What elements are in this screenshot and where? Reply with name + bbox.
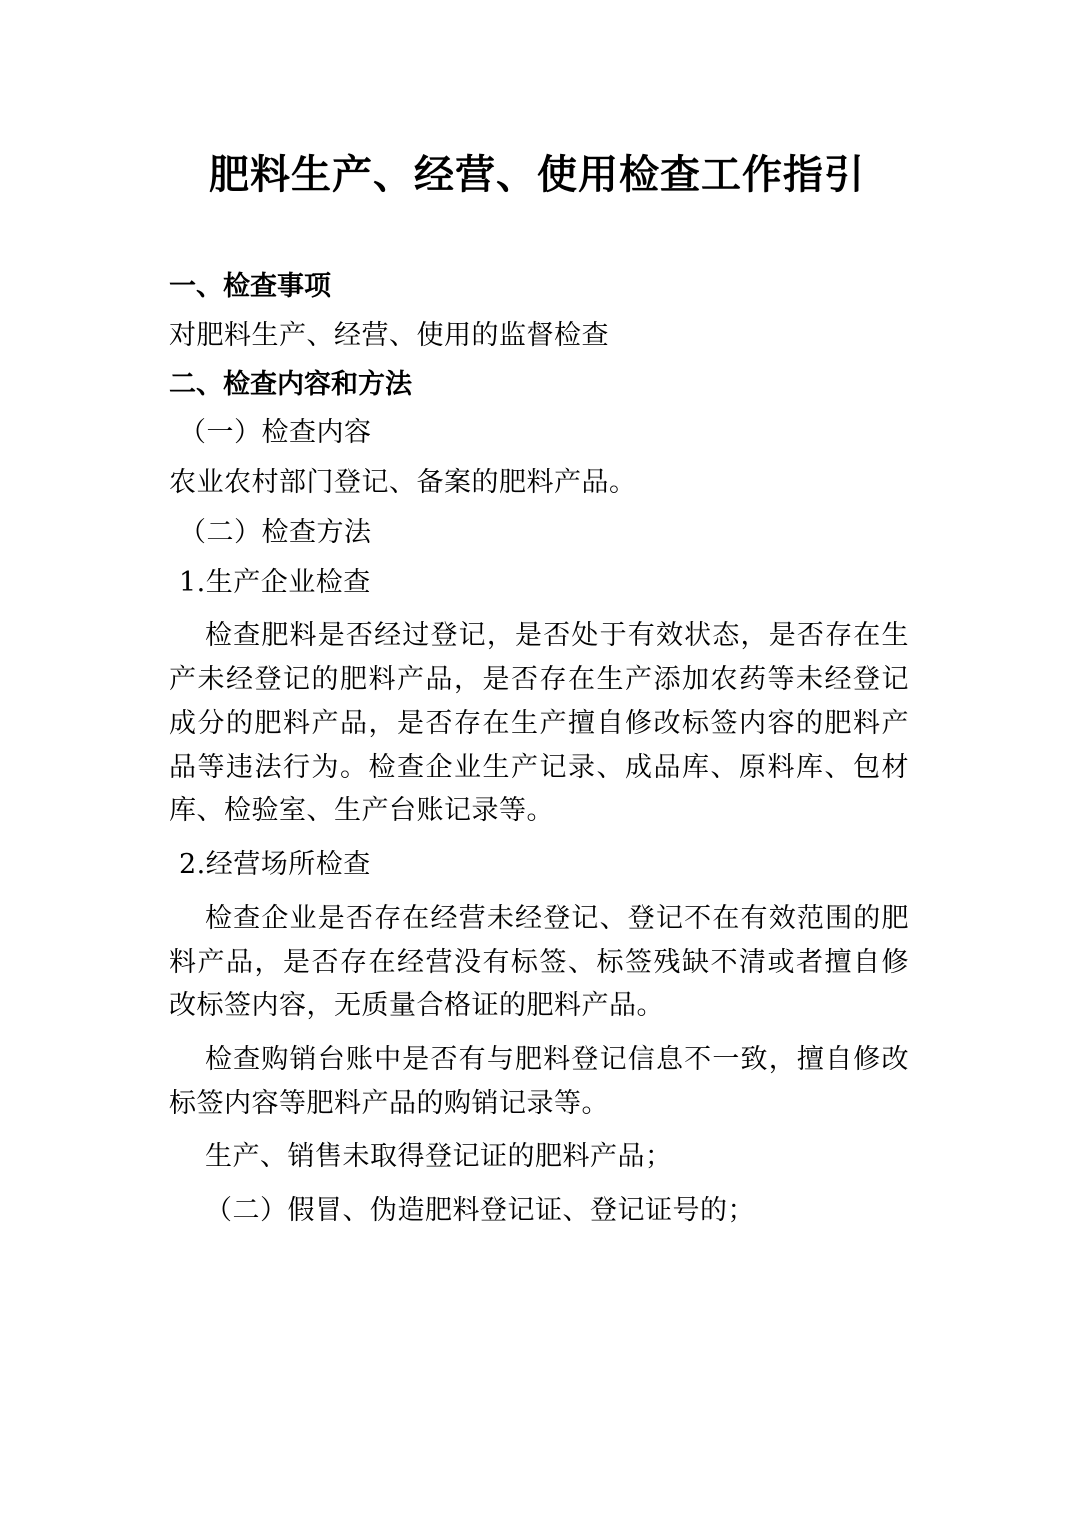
paragraph-inspection-items-content: 对肥料生产、经营、使用的监督检查	[169, 319, 609, 351]
subsection-heading-producer-inspection: 1.生产企业检查	[179, 566, 371, 598]
paragraph-counterfeit-registration: （二）假冒、伪造肥料登记证、登记证号的；	[205, 1195, 755, 1227]
page-title: 肥料生产、经营、使用检查工作指引	[209, 152, 865, 198]
section-heading-inspection-items: 一、检查事项	[169, 271, 331, 302]
paragraph-premises-inspection-detail: 检查企业是否存在经营未经登记、登记不在有效范围的肥料产品，是否存在经营没有标签、标签残缺不清或者擅自修改标签内容，无质量合格证的肥料产品。	[169, 902, 909, 1022]
subsection-heading-premises-inspection: 2.经营场所检查	[179, 849, 371, 881]
subsection-heading-content: （一）检查内容	[179, 417, 372, 449]
subsection-heading-methods: （二）检查方法	[179, 516, 372, 548]
paragraph-unregistered-products: 生产、销售未取得登记证的肥料产品；	[205, 1141, 673, 1173]
document-body	[165, 266, 909, 1233]
section-heading-content-and-methods: 二、检查内容和方法	[169, 368, 412, 400]
paragraph-producer-inspection-detail: 检查肥料是否经过登记，是否处于有效状态，是否存在生产未经登记的肥料产品，是否存在生产添加农药等未经登记成分的肥料产品，是否存在生产擅自修改标签内容的肥料产品等违法行为。检查企业生产记录、成品库、原料库、包材库、检验室、生产台账记录等。	[169, 620, 909, 827]
paragraph-purchase-sales-ledger: 检查购销台账中是否有与肥料登记信息不一致，擅自修改标签内容等肥料产品的购销记录等。	[169, 1043, 909, 1119]
paragraph-content-detail: 农业农村部门登记、备案的肥料产品。	[169, 467, 637, 499]
